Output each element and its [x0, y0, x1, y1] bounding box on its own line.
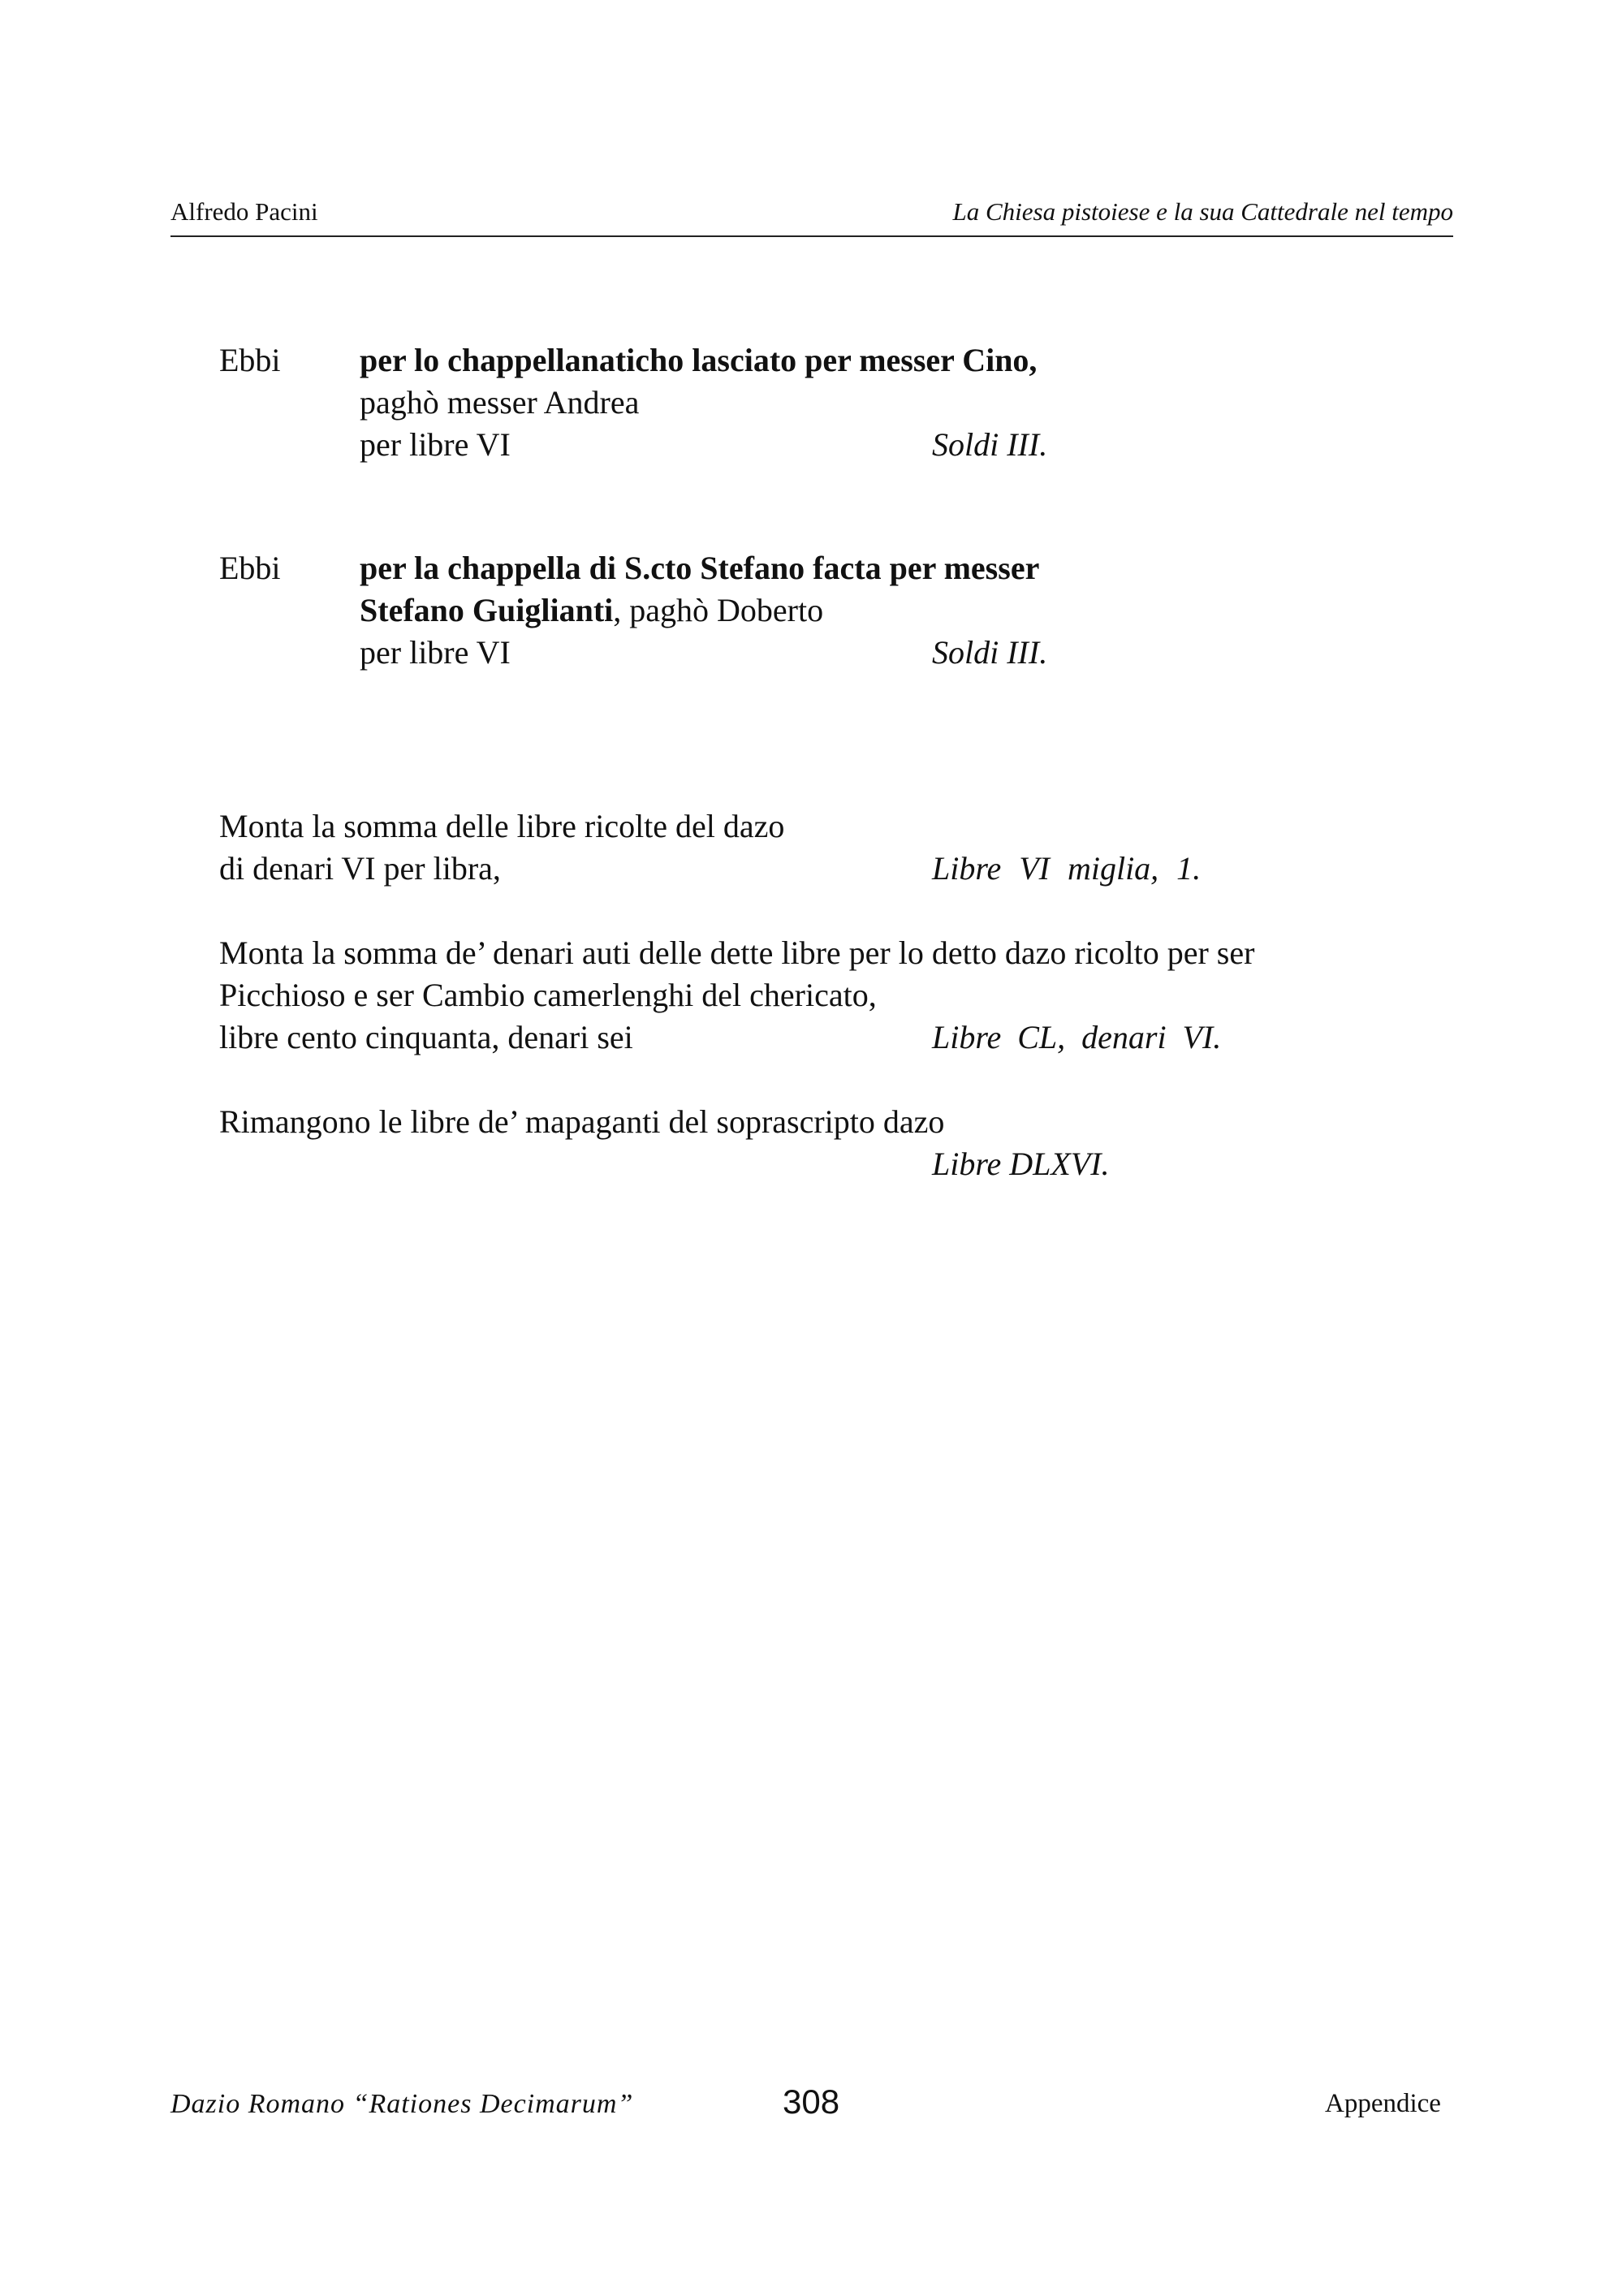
header-author: Alfredo Pacini — [170, 197, 318, 226]
total-line: Rimangono le libre de’ mapaganti del soprascripto dazo — [219, 1103, 945, 1140]
entry-line: per libre VI — [360, 426, 511, 463]
entry-bold-line: per la chappella di S.cto Stefano facta per messer — [360, 550, 1040, 586]
header-rule — [170, 235, 1453, 237]
running-header — [170, 197, 1453, 234]
entry-label: Ebbi — [219, 342, 281, 378]
total-line: Monta la somma de’ denari auti delle dette libre per lo detto dazo ricolto per ser — [219, 934, 1255, 971]
entry-amount: Soldi III. — [932, 634, 1048, 671]
entry-line — [360, 589, 823, 632]
total-amount: Libre CL, denari VI. — [932, 1019, 1222, 1055]
entry-bold-name: Stefano Guiglianti — [360, 592, 614, 628]
entry-line: paghò messer Andrea — [360, 384, 640, 421]
footer-series: Dazio Romano “Rationes Decimarum” — [170, 2089, 634, 2119]
entry-amount: Soldi III. — [932, 426, 1048, 463]
total-line: di denari VI per libra, — [219, 850, 501, 887]
header-book-title: La Chiesa pistoiese e la sua Cattedrale nel tempo — [952, 197, 1453, 226]
entry-line: per libre VI — [360, 634, 511, 671]
total-amount: Libre DLXVI. — [932, 1146, 1110, 1182]
entry-label: Ebbi — [219, 550, 281, 586]
entry-line-rest: , paghò Doberto — [613, 592, 824, 628]
footer-section: Appendice — [1325, 2089, 1441, 2118]
total-line: Picchioso e ser Cambio camerlenghi del chericato, — [219, 977, 877, 1013]
page-number: 308 — [783, 2082, 840, 2121]
entry-bold-line: per lo chappellanaticho lasciato per messer Cino, — [360, 342, 1038, 378]
total-line: Monta la somma delle libre ricolte del dazo — [219, 808, 785, 844]
total-line: libre cento cinquanta, denari sei — [219, 1019, 633, 1055]
total-amount: Libre VI miglia, 1. — [932, 850, 1202, 887]
